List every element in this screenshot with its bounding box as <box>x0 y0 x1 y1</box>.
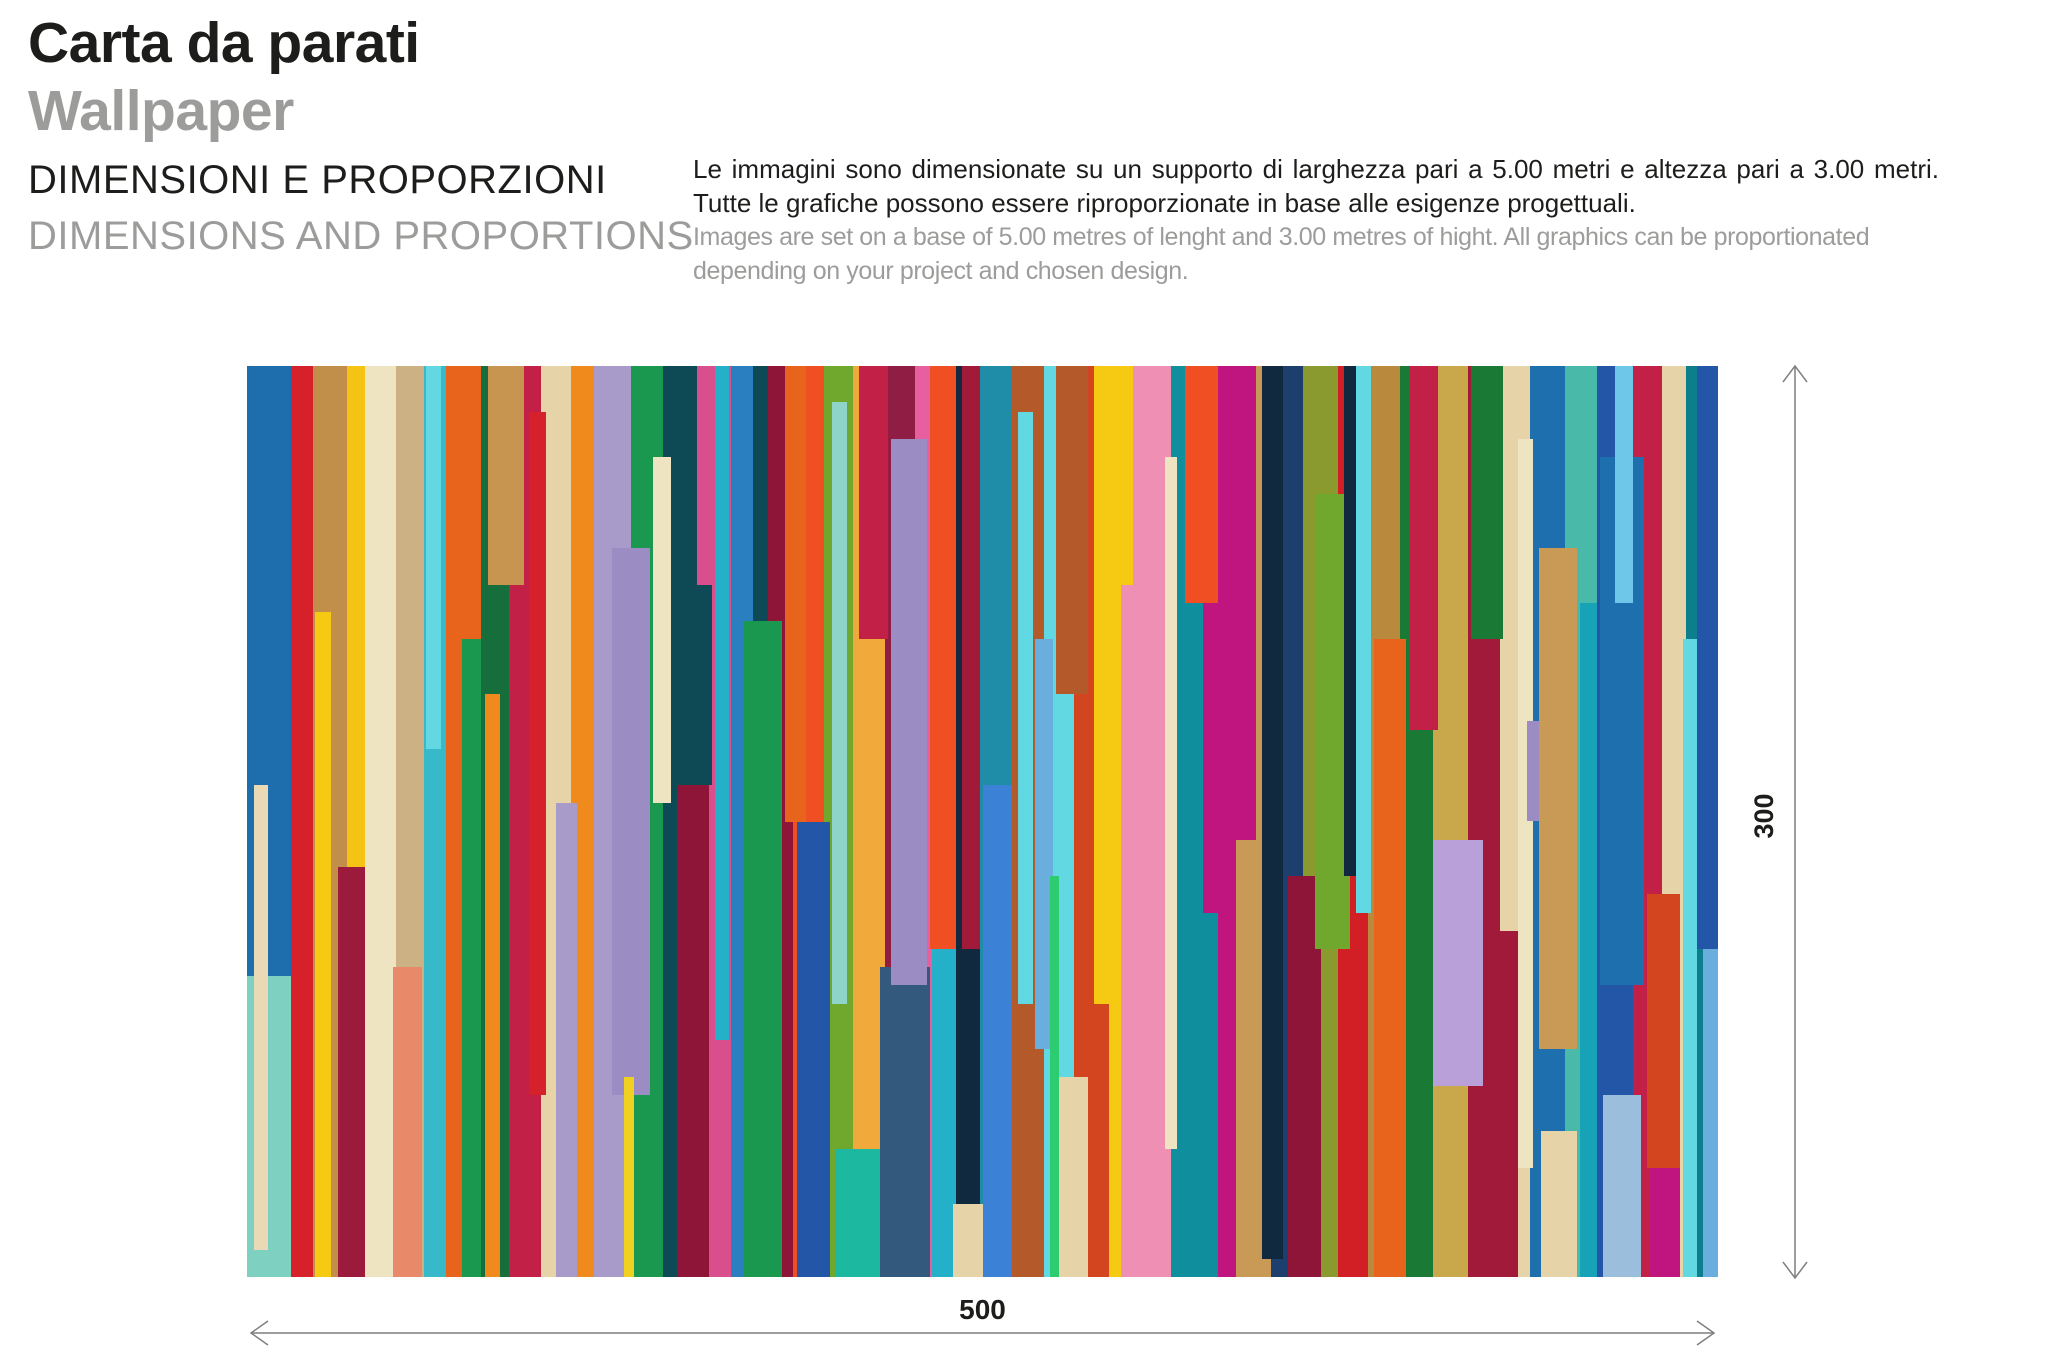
stripe <box>674 585 712 785</box>
stripe <box>1541 1131 1576 1277</box>
stripe <box>1697 366 1718 949</box>
stripe <box>1056 366 1088 694</box>
stripe <box>529 412 545 1095</box>
stripe <box>785 366 806 822</box>
stripe <box>1018 412 1033 1004</box>
stripe <box>1165 457 1177 1149</box>
stripe <box>426 366 441 749</box>
section-heading-italian: DIMENSIONI E PROPORZIONI <box>28 158 607 202</box>
stripe <box>859 366 888 639</box>
stripe <box>1121 585 1162 1277</box>
stripe <box>1471 366 1503 639</box>
stripe <box>485 694 500 1277</box>
intro-text-block <box>693 152 1961 288</box>
stripe <box>1433 840 1483 1086</box>
stripe <box>880 967 930 1277</box>
stripe <box>1094 366 1113 1004</box>
stripe <box>612 548 650 1095</box>
stripe <box>556 803 577 1277</box>
stripe <box>315 612 331 1277</box>
stripe <box>962 366 980 949</box>
body-text-italian-line2: Tutte le grafiche possono essere riproporzionate in base alle esigenze progettuali. <box>693 188 1636 218</box>
stripe <box>1374 639 1406 1277</box>
stripe <box>1580 603 1598 1277</box>
stripe <box>677 785 709 1277</box>
stripe <box>653 457 671 803</box>
body-text-english-line1: Images are set on a base of 5.00 metres of lenght and 3.00 metres of hight. All graphics can be proportionated <box>693 223 1870 251</box>
stripe <box>753 366 768 621</box>
stripe <box>1539 548 1577 1049</box>
stripe <box>291 366 313 1277</box>
stripe <box>930 366 956 949</box>
height-dimension-label: 300 <box>1749 793 1779 839</box>
section-heading-english: DIMENSIONS AND PROPORTIONS <box>28 214 694 258</box>
stripe <box>1344 366 1356 876</box>
width-dimension-label: 500 <box>959 1294 1006 1325</box>
stripe <box>1615 366 1633 603</box>
page-title-italian: Carta da parati <box>28 11 420 75</box>
stripe <box>891 439 926 986</box>
wallpaper-artwork <box>247 366 1718 1277</box>
body-text-english-line2: depending on your project and chosen design. <box>693 257 1189 285</box>
stripe <box>1409 366 1438 730</box>
stripe <box>797 822 829 1278</box>
stripe <box>1647 894 1679 1167</box>
body-text-italian-line1: Le immagini sono dimensionate su un supporto di larghezza pari a 5.00 metri e altezza pari a 3.00 metri. <box>693 154 1939 184</box>
stripe <box>1603 1095 1641 1277</box>
stripe <box>1483 931 1518 1277</box>
stripe <box>254 785 267 1250</box>
page-title-english: Wallpaper <box>28 79 294 143</box>
stripe <box>1262 366 1283 1259</box>
stripe <box>1683 639 1698 1277</box>
stripe <box>338 867 364 1277</box>
stripe <box>1356 366 1371 913</box>
stripe <box>715 366 730 1040</box>
stripe <box>462 639 481 1277</box>
stripe <box>1650 1168 1679 1277</box>
stripe <box>624 1077 634 1277</box>
stripe <box>832 402 847 1003</box>
stripe <box>983 785 1012 1277</box>
stripe <box>393 967 422 1277</box>
stripe <box>744 621 782 1277</box>
stripe <box>1183 913 1218 1277</box>
stripe <box>835 1149 879 1277</box>
stripe <box>1059 1077 1088 1277</box>
stripe <box>365 366 396 1277</box>
stripe <box>1050 876 1059 1277</box>
stripe <box>488 366 523 585</box>
stripe <box>1185 366 1217 603</box>
stripe <box>1221 366 1256 840</box>
